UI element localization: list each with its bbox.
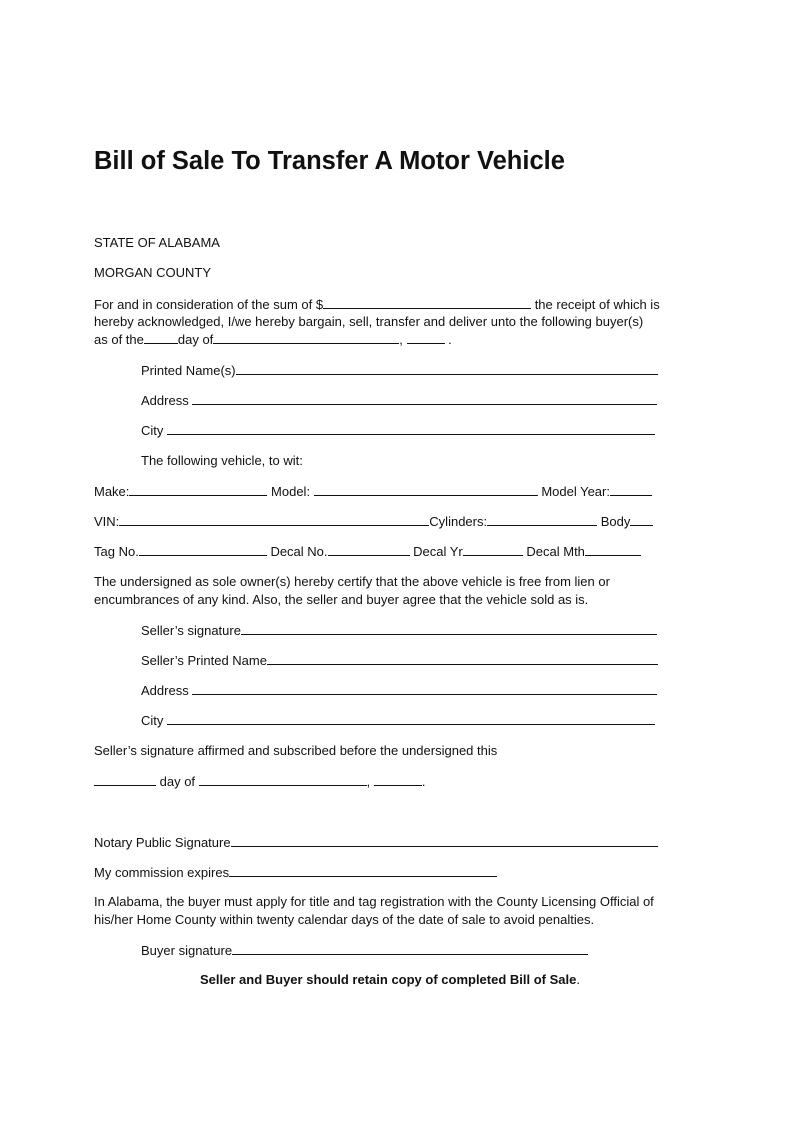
body-field[interactable] bbox=[630, 513, 653, 526]
comma-text: , bbox=[399, 332, 403, 347]
consideration-suffix: the receipt of which is bbox=[531, 297, 660, 312]
notary-signature-label: Notary Public Signature bbox=[94, 835, 231, 850]
buyer-printed-name-row bbox=[141, 362, 658, 379]
certify-line-1: The undersigned as sole owner(s) hereby certify that the above vehicle is free from lien or bbox=[94, 574, 610, 589]
state-label: STATE OF ALABAMA bbox=[94, 235, 220, 250]
decal-yr-label: Decal Yr bbox=[413, 544, 463, 559]
decal-mth-label: Decal Mth bbox=[526, 544, 585, 559]
retain-copy-note bbox=[0, 972, 780, 988]
county-label: MORGAN COUNTY bbox=[94, 265, 211, 280]
cylinders-field[interactable] bbox=[487, 513, 597, 526]
day-of-label: day of bbox=[177, 332, 214, 347]
period-text: . bbox=[448, 332, 452, 347]
sale-day-field[interactable] bbox=[144, 331, 178, 344]
decal-mth-field[interactable] bbox=[585, 543, 641, 556]
seller-address-label: Address bbox=[141, 683, 189, 698]
model-field[interactable] bbox=[314, 483, 538, 496]
body-label: Body bbox=[600, 514, 631, 529]
notary-signature-field[interactable] bbox=[231, 834, 658, 847]
sale-month-field[interactable] bbox=[213, 331, 399, 344]
buyer-address-label: Address bbox=[141, 393, 189, 408]
buyer-city-label: City bbox=[141, 423, 164, 438]
affirmed-date-row bbox=[94, 773, 426, 790]
seller-printed-name-field[interactable] bbox=[267, 652, 658, 665]
consideration-line-3 bbox=[94, 331, 452, 348]
affirmed-text: Seller’s signature affirmed and subscribed before the undersigned this bbox=[94, 743, 498, 758]
buyer-printed-name-field[interactable] bbox=[236, 362, 658, 375]
notary-signature-row bbox=[94, 834, 658, 851]
model-year-label: Model Year: bbox=[541, 484, 610, 499]
vin-label: VIN: bbox=[94, 514, 120, 529]
make-field[interactable] bbox=[129, 483, 267, 496]
seller-city-field[interactable] bbox=[167, 712, 655, 725]
decal-no-field[interactable] bbox=[328, 543, 410, 556]
decal-no-label: Decal No. bbox=[270, 544, 328, 559]
retain-copy-period: . bbox=[576, 972, 580, 987]
affirmed-day-of-label: day of bbox=[159, 774, 196, 789]
cylinders-label: Cylinders: bbox=[429, 514, 488, 529]
buyer-address-row bbox=[141, 392, 657, 409]
commission-row bbox=[94, 864, 497, 881]
decal-yr-field[interactable] bbox=[463, 543, 523, 556]
alabama-note-line-2: his/her Home County within twenty calendar days of the date of sale to avoid penalties. bbox=[94, 912, 595, 927]
commission-field[interactable] bbox=[229, 864, 497, 877]
vehicle-row-2 bbox=[94, 513, 653, 530]
buyer-city-row bbox=[141, 422, 655, 439]
buyer-city-field[interactable] bbox=[167, 422, 655, 435]
certify-line-2: encumbrances of any kind. Also, the seller and buyer agree that the vehicle sold as is. bbox=[94, 592, 589, 607]
vehicle-intro: The following vehicle, to wit: bbox=[141, 453, 303, 468]
seller-signature-field[interactable] bbox=[241, 622, 657, 635]
tag-no-label: Tag No. bbox=[94, 544, 139, 559]
affirmed-month-field[interactable] bbox=[199, 773, 367, 786]
alabama-note-line-1: In Alabama, the buyer must apply for title and tag registration with the County Licensing Official of bbox=[94, 894, 654, 909]
seller-address-field[interactable] bbox=[192, 682, 657, 695]
buyer-signature-label: Buyer signature bbox=[141, 943, 233, 958]
tag-no-field[interactable] bbox=[139, 543, 267, 556]
sum-field[interactable] bbox=[323, 296, 531, 309]
consideration-prefix: For and in consideration of the sum of $ bbox=[94, 297, 324, 312]
seller-printed-name-label: Seller’s Printed Name bbox=[141, 653, 267, 668]
affirmed-day-field[interactable] bbox=[94, 773, 156, 786]
model-year-field[interactable] bbox=[610, 483, 652, 496]
buyer-address-field[interactable] bbox=[192, 392, 657, 405]
as-of-label: as of the bbox=[94, 332, 144, 347]
consideration-line-2: hereby acknowledged, I/we hereby bargain, sell, transfer and deliver unto the following buyer(s) bbox=[94, 314, 644, 329]
buyer-signature-row bbox=[141, 942, 588, 959]
affirmed-period: . bbox=[421, 774, 426, 789]
model-label: Model: bbox=[271, 484, 311, 499]
retain-copy-text: Seller and Buyer should retain copy of completed Bill of Sale bbox=[200, 972, 577, 987]
affirmed-comma: , bbox=[366, 774, 371, 789]
sale-year-field[interactable] bbox=[407, 331, 445, 344]
commission-label: My commission expires bbox=[94, 865, 230, 880]
make-label: Make: bbox=[94, 484, 130, 499]
vin-field[interactable] bbox=[119, 513, 429, 526]
vehicle-row-1 bbox=[94, 483, 652, 500]
buyer-signature-field[interactable] bbox=[232, 942, 588, 955]
vehicle-row-3 bbox=[94, 543, 641, 560]
seller-address-row bbox=[141, 682, 657, 699]
seller-city-label: City bbox=[141, 713, 164, 728]
seller-signature-label: Seller’s signature bbox=[141, 623, 241, 638]
affirmed-year-field[interactable] bbox=[374, 773, 422, 786]
buyer-printed-name-label: Printed Name(s) bbox=[141, 363, 236, 378]
seller-city-row bbox=[141, 712, 655, 729]
seller-signature-row bbox=[141, 622, 657, 639]
page-title: Bill of Sale To Transfer A Motor Vehicle bbox=[94, 147, 565, 175]
seller-printed-name-row bbox=[141, 652, 658, 669]
consideration-line-1 bbox=[94, 296, 660, 313]
